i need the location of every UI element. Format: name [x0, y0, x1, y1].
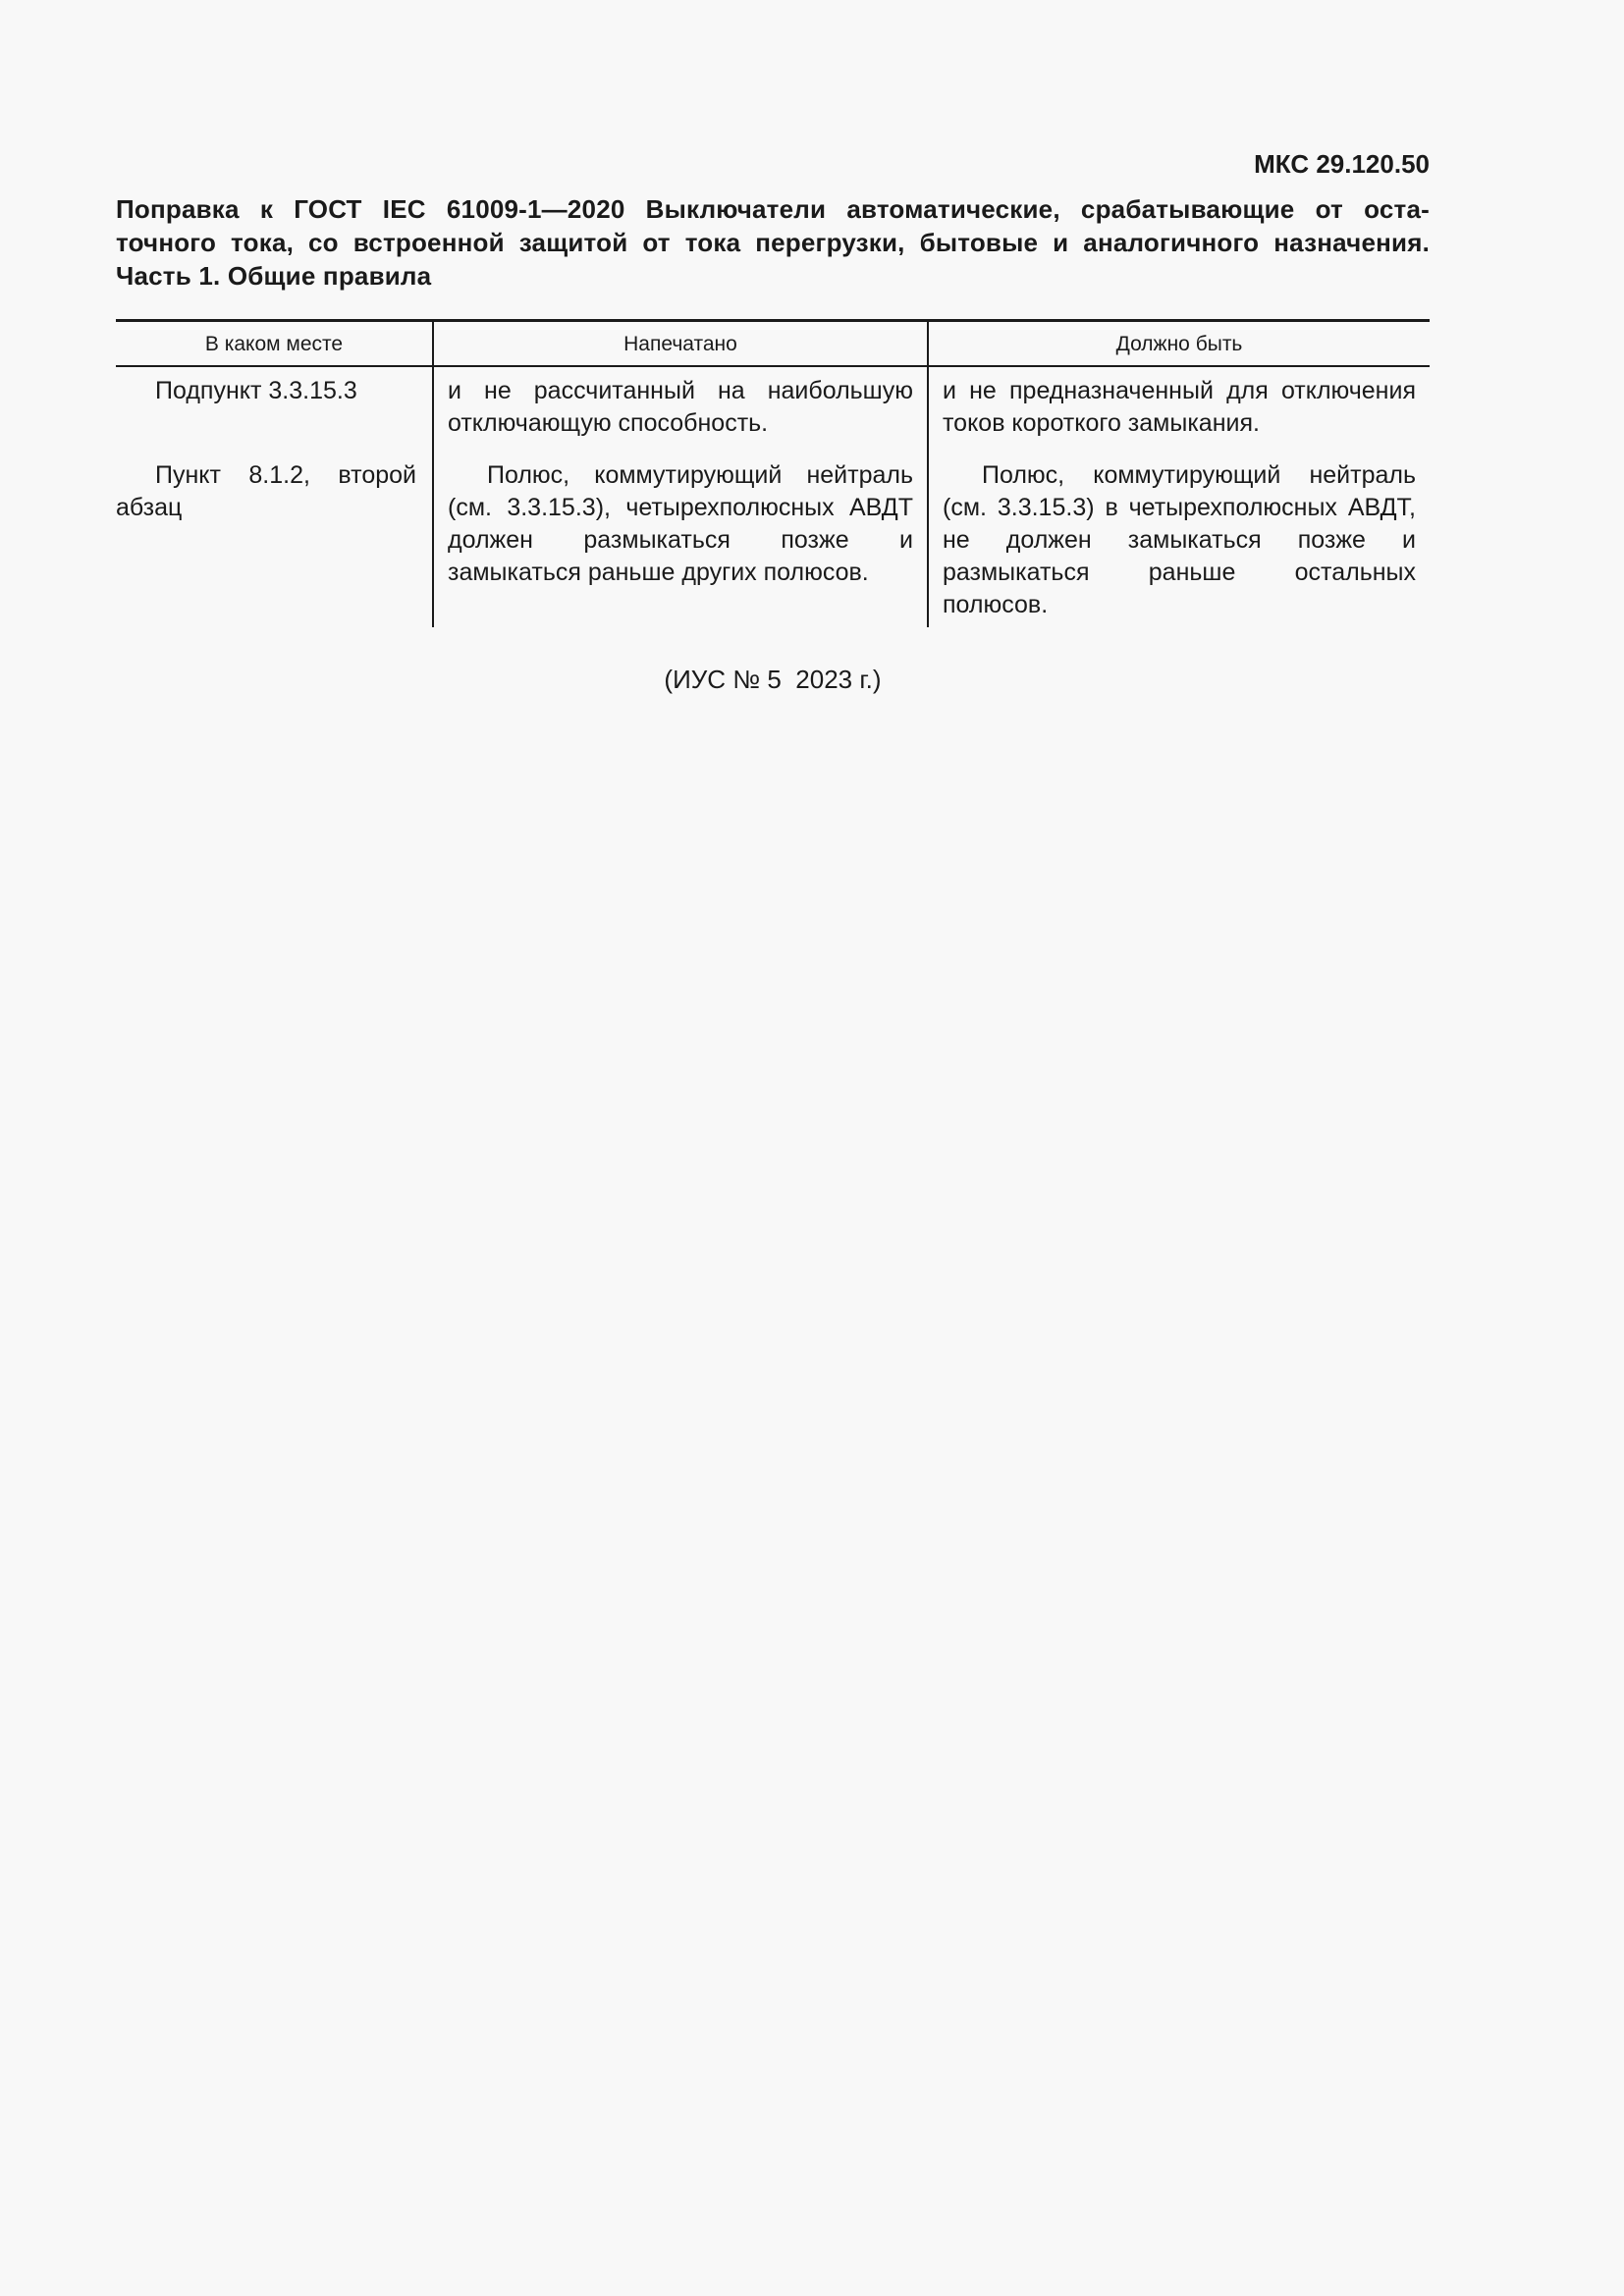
mks-code: МКС 29.120.50 — [1254, 149, 1430, 179]
header-correct: Должно быть — [928, 321, 1430, 367]
cell-correct: Полюс, коммутирующий нейтраль (см. 3.3.15.3) в четырехполюсных АВДТ, не должен замыкаться позже и размыкаться раньше остальных полюсов. — [928, 459, 1430, 627]
title-line-2: точного тока, со встроенной защитой от тока перегрузки, бытовые и аналогичного назначения. — [116, 228, 1430, 257]
header-place: В каком месте — [116, 321, 433, 367]
header-printed: Напечатано — [433, 321, 928, 367]
cell-place: Подпункт 3.3.15.3 — [155, 377, 357, 404]
table-row — [116, 459, 1430, 627]
ius-reference: (ИУС № 5 2023 г.) — [664, 665, 882, 694]
table-header-row — [116, 321, 1430, 367]
cell-place: Пункт 8.1.2, второй абзац — [116, 461, 416, 521]
cell-printed: и не рассчитанный на наибольшую отключающую способность. — [433, 366, 928, 459]
table-row — [116, 366, 1430, 459]
title-line-1: Поправка к ГОСТ IEC 61009-1—2020 Выключатели автоматические, срабатывающие от оста- — [116, 194, 1430, 224]
cell-printed: Полюс, коммутирующий нейтраль (см. 3.3.15.3), четырехполюсных АВДТ должен размыкаться позже и замыкаться раньше других полюсов. — [433, 459, 928, 627]
corrections-table — [116, 319, 1430, 627]
title-line-3: Часть 1. Общие правила — [116, 261, 432, 291]
document-title — [116, 192, 1430, 293]
cell-correct: и не предназначенный для отключения токов короткого замыкания. — [928, 366, 1430, 459]
